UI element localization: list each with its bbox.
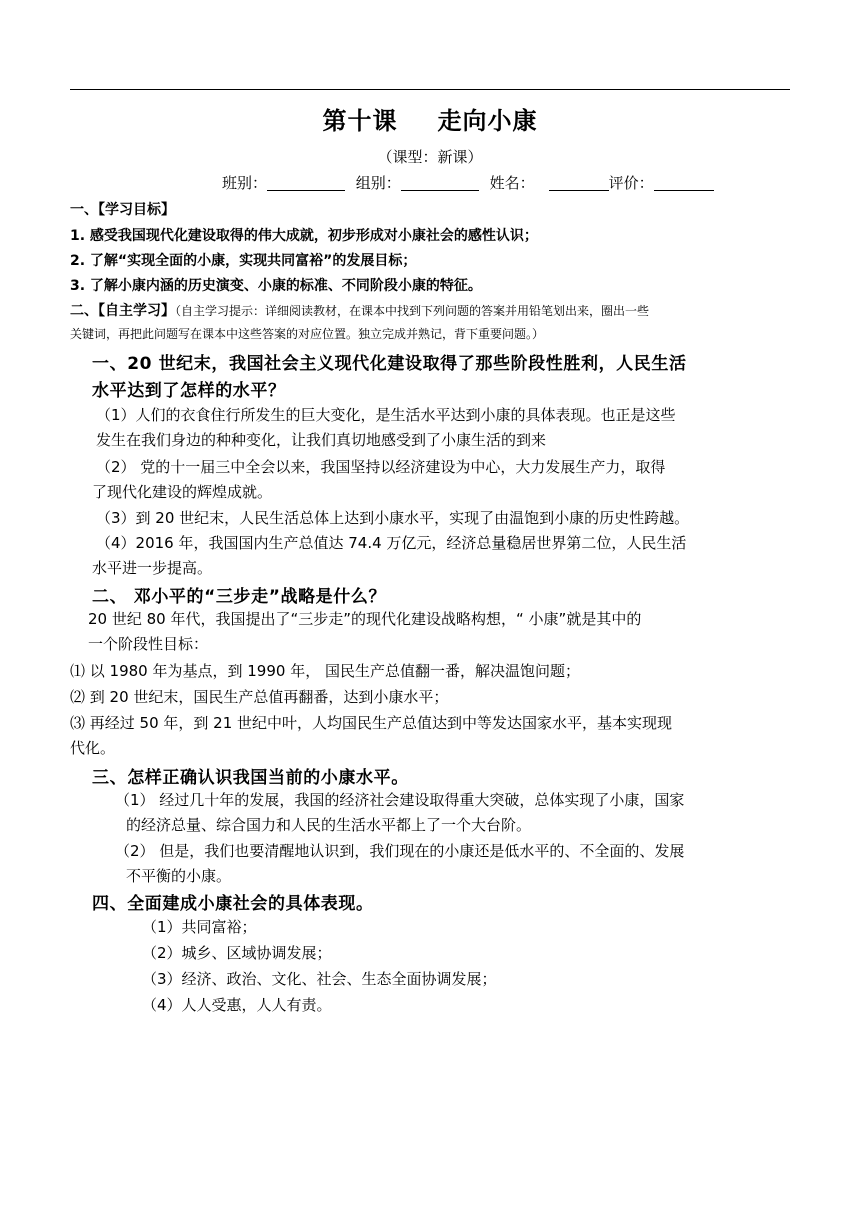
eval-label: 评价： [608, 174, 654, 192]
strategy-step: ⑴ 以 1980 年为基点，到 1990 年， 国民生产总值翻一番，解决温饱问题； [70, 662, 580, 680]
lesson-number: 第十课 [322, 106, 398, 135]
strategy-step: ⑶ 再经过 50 年，到 21 世纪中叶，人均国民生产总值达到中等发达国家水平，基本实现现 [70, 714, 673, 732]
question-1-title: 一、20 世纪末，我国社会主义现代化建设取得了那些阶段性胜利，人民生活 [92, 354, 687, 374]
list-item: （3）经济、政治、文化、社会、生态全面协调发展； [142, 970, 497, 988]
name-field[interactable] [549, 174, 609, 191]
answer-text: 不平衡的小康。 [126, 867, 232, 885]
group-label: 组别： [355, 174, 401, 192]
lesson-type: （课型：新课） [377, 148, 483, 166]
list-item: （4）人人受惠，人人有责。 [142, 996, 332, 1014]
page-title [0, 101, 860, 136]
self-study-hint-cont: 关键词，再把此问题写在课本中这些答案的对应位置。独立完成并熟记，背下重要问题。） [70, 327, 545, 341]
strategy-step-cont: 代化。 [70, 739, 116, 757]
question-1-title-cont: 水平达到了怎样的水平？ [92, 381, 286, 401]
objective-item: 2. 了解“实现全面的小康，实现共同富裕”的发展目标； [70, 253, 417, 269]
answer-text: （4）2016 年，我国国内生产总值达 74.4 万亿元，经济总量稳居世界第二位，人民生活 [96, 534, 687, 552]
objective-item: 1. 感受我国现代化建设取得的伟大成就，初步形成对小康社会的感性认识； [70, 228, 538, 244]
answer-text: （1）人们的衣食住行所发生的巨大变化，是生活水平达到小康的具体表现。也正是这些 [96, 406, 676, 424]
strategy-step: ⑵ 到 20 世纪末，国民生产总值再翻番，达到小康水平； [70, 688, 449, 706]
eval-field[interactable] [654, 174, 714, 191]
answer-text: 的经济总量、综合国力和人民的生活水平都上了一个大台阶。 [126, 816, 532, 834]
answer-text: 20 世纪 80 年代，我国提出了“三步走”的现代化建设战略构想，“ 小康”就是其中的 [88, 610, 642, 628]
answer-text: 发生在我们身边的种种变化，让我们真切地感受到了小康生活的到来 [96, 431, 547, 449]
self-study-heading: 二、【自主学习】 [70, 303, 175, 319]
header-rule [70, 89, 790, 90]
lesson-name: 走向小康 [437, 106, 538, 135]
list-item: （1）共同富裕； [142, 918, 257, 936]
answer-text: 一个阶段性目标： [88, 635, 209, 653]
objective-item: 3. 了解小康内涵的历史演变、小康的标准、不同阶段小康的特征。 [70, 278, 482, 294]
section-heading-self-study [70, 300, 649, 320]
answer-text: 了现代化建设的辉煌成就。 [92, 483, 273, 501]
answer-text: （2） 党的十一届三中全会以来，我国坚持以经济建设为中心，大力发展生产力，取得 [96, 458, 666, 476]
question-3-title: 三、怎样正确认识我国当前的小康水平。 [92, 768, 409, 788]
self-study-hint: （自主学习提示：详细阅读教材，在课本中找到下列问题的答案并用铅笔划出来，圈出一些 [175, 304, 650, 318]
group-field[interactable] [401, 174, 479, 191]
class-field[interactable] [267, 174, 345, 191]
answer-text: 水平进一步提高。 [92, 559, 213, 577]
section-heading-objectives: 一、【学习目标】 [70, 202, 175, 218]
list-item: （2）城乡、区域协调发展； [142, 944, 332, 962]
class-label: 班别： [222, 174, 268, 192]
question-2-title: 二、 邓小平的“三步走”战略是什么？ [92, 587, 387, 607]
name-label: 姓名： [489, 174, 535, 192]
answer-text: （1） 经过几十年的发展，我国的经济社会建设取得重大突破，总体实现了小康，国家 [115, 791, 685, 809]
question-4-title: 四、全面建成小康社会的具体表现。 [92, 894, 374, 914]
student-info-row [222, 172, 714, 193]
answer-text: （3）到 20 世纪末，人民生活总体上达到小康水平，实现了由温饱到小康的历史性跨越。 [96, 509, 690, 527]
answer-text: （2） 但是，我们也要清醒地认识到，我们现在的小康还是低水平的、不全面的、发展 [115, 842, 685, 860]
